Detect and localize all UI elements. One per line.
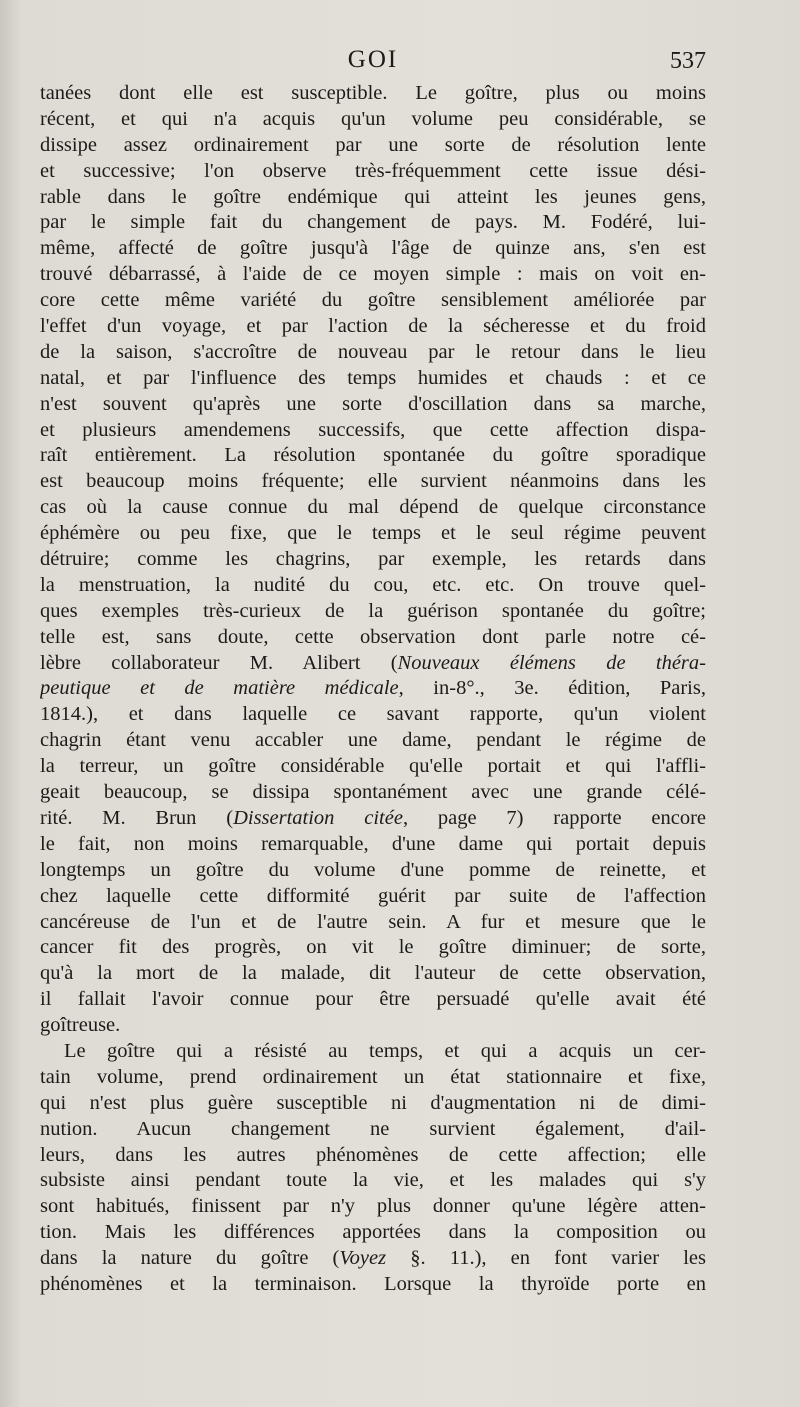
running-head: GOI bbox=[347, 46, 399, 73]
italic-citation: Voyez bbox=[339, 1247, 387, 1270]
text-line: telle est, sans doute, cette observation dont parle notre cé- bbox=[40, 625, 706, 648]
text-line bbox=[40, 806, 706, 832]
text-line: éphémère ou peu fixe, que le temps et le seul régime peuvent bbox=[40, 522, 706, 545]
text-line: qu'à la mort de la malade, dit l'auteur de cette observation, bbox=[40, 962, 706, 985]
text-line: geait beaucoup, se dissipa spontanément avec une grande célé- bbox=[40, 781, 706, 804]
text-line: et successive; l'on observe très-fréquemment cette issue dési- bbox=[40, 159, 706, 182]
text-line: natal, et par l'influence des temps humides et chauds : et ce bbox=[40, 366, 706, 389]
text-segment: dans la nature du goître ( bbox=[40, 1247, 340, 1270]
italic-citation: Nouveaux élémens de théra- bbox=[397, 651, 706, 674]
text-line: par le simple fait du changement de pays. M. Fodéré, lui- bbox=[40, 211, 706, 234]
text-line: il fallait l'avoir connue pour être persuadé qu'elle avait été bbox=[40, 988, 706, 1011]
body-text bbox=[40, 81, 706, 1298]
text-segment: , in-8°., 3e. édition, Paris, bbox=[398, 677, 706, 700]
text-line: goîtreuse. bbox=[40, 1014, 121, 1037]
text-line: le fait, non moins remarquable, d'une dame qui portait depuis bbox=[40, 832, 706, 855]
text-line: 1814.), et dans laquelle ce savant rapporte, qu'un violent bbox=[40, 703, 706, 726]
text-line: leurs, dans les autres phénomènes de cette affection; elle bbox=[40, 1143, 706, 1166]
text-line: rable dans le goître endémique qui atteint les jeunes gens, bbox=[40, 185, 706, 208]
text-line: Le goître qui a résisté au temps, et qui a acquis un cer- bbox=[64, 1039, 706, 1062]
text-line: est beaucoup moins fréquente; elle survient néanmoins dans les bbox=[40, 470, 706, 493]
text-line: phénomènes et la terminaison. Lorsque la thyroïde porte en bbox=[40, 1272, 706, 1295]
text-segment: lèbre collaborateur M. Alibert ( bbox=[40, 651, 398, 674]
text-line: qui n'est plus guère susceptible ni d'augmentation ni de dimi- bbox=[40, 1091, 706, 1114]
text-line: ques exemples très-curieux de la guérison spontanée du goître; bbox=[40, 599, 706, 622]
text-line: et plusieurs amendemens successifs, que cette affection dispa- bbox=[40, 418, 706, 441]
text-line: trouvé débarrassé, à l'aide de ce moyen simple : mais on voit en- bbox=[40, 263, 706, 286]
text-segment: rité. M. Brun ( bbox=[40, 806, 234, 829]
text-line: tanées dont elle est susceptible. Le goître, plus ou moins bbox=[40, 82, 706, 104]
text-line: cas où la cause connue du mal dépend de quelque circonstance bbox=[40, 496, 706, 519]
text-line: cancer fit des progrès, on vit le goître diminuer; de sorte, bbox=[40, 936, 706, 959]
text-line: l'effet d'un voyage, et par l'action de la sécheresse et du froid bbox=[40, 315, 706, 338]
text-line: la terreur, un goître considérable qu'elle portait et qui l'affli- bbox=[40, 755, 706, 778]
text-line: la menstruation, la nudité du cou, etc. etc. On trouve quel- bbox=[40, 573, 706, 596]
text-line: tain volume, prend ordinairement un état stationnaire et fixe, bbox=[40, 1065, 706, 1088]
text-line: chagrin étant venu accabler une dame, pendant le régime de bbox=[40, 729, 706, 752]
text-line bbox=[40, 651, 706, 677]
text-line: longtemps un goître du volume d'une pomme de reinette, et bbox=[40, 858, 706, 881]
text-line: raît entièrement. La résolution spontanée du goître sporadique bbox=[40, 444, 706, 467]
text-line: subsiste ainsi pendant toute la vie, et les malades qui s'y bbox=[40, 1169, 706, 1192]
italic-citation: Dissertation citée bbox=[233, 806, 403, 829]
text-segment: §. 11.), en font varier les bbox=[386, 1247, 706, 1270]
text-line: chez laquelle cette difformité guérit par suite de l'affection bbox=[40, 884, 706, 907]
text-line: de la saison, s'accroître de nouveau par le retour dans le lieu bbox=[40, 340, 706, 363]
text-line: core cette même variété du goître sensiblement améliorée par bbox=[40, 289, 706, 312]
text-line: récent, et qui n'a acquis qu'un volume peu considérable, se bbox=[40, 107, 706, 130]
text-line: nution. Aucun changement ne survient également, d'ail- bbox=[40, 1117, 706, 1140]
text-line: dissipe assez ordinairement par une sorte de résolution lente bbox=[40, 133, 706, 156]
text-line: même, affecté de goître jusqu'à l'âge de quinze ans, s'en est bbox=[40, 237, 706, 260]
text-line bbox=[40, 676, 706, 702]
page-number: 537 bbox=[670, 48, 706, 74]
text-line: tion. Mais les différences apportées dans la composition ou bbox=[40, 1221, 706, 1244]
page-header bbox=[40, 46, 706, 82]
text-line bbox=[40, 1246, 706, 1272]
text-line: cancéreuse de l'un et de l'autre sein. A fur et mesure que le bbox=[40, 910, 706, 933]
text-line: détruire; comme les chagrins, par exemple, les retards dans bbox=[40, 548, 706, 571]
text-line: sont habitués, finissent par n'y plus donner qu'une légère atten- bbox=[40, 1195, 706, 1218]
text-line: n'est souvent qu'après une sorte d'oscillation dans sa marche, bbox=[40, 392, 706, 415]
text-segment: , page 7) rapporte encore bbox=[402, 806, 706, 829]
italic-citation: peutique et de matière médicale bbox=[40, 677, 399, 700]
